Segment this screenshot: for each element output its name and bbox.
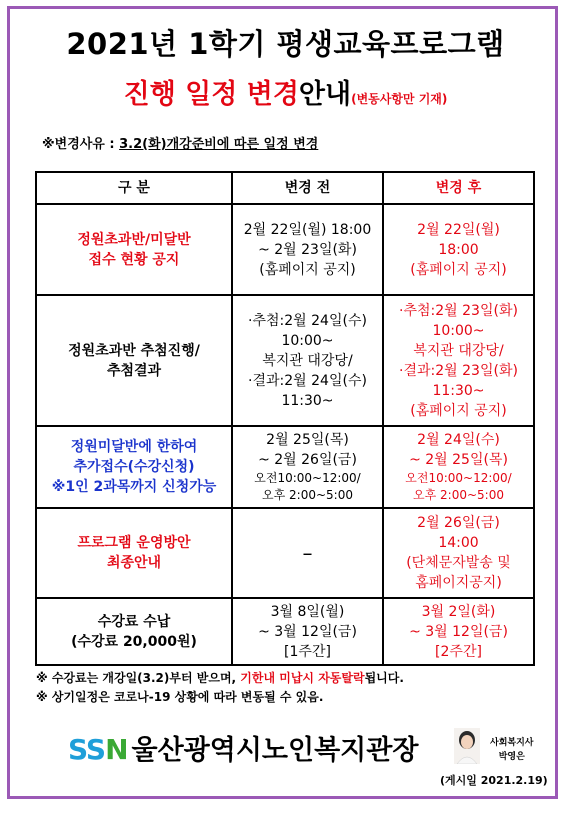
org-signature xyxy=(68,728,418,767)
category-line: 추가접수(수강신청) xyxy=(73,459,195,475)
note-text: 됩니다. xyxy=(364,671,404,685)
header-before: 변경 전 xyxy=(232,172,383,204)
header-after: 변경 후 xyxy=(383,172,534,204)
after-line: 홈페이지공지) xyxy=(415,575,502,591)
posted-date: (게시일 2021.2.19) xyxy=(440,774,548,787)
after-line: 18:00 xyxy=(438,241,479,258)
table-row xyxy=(36,295,534,426)
category-line: (수강료 20,000원) xyxy=(71,633,197,650)
after-line: (홈페이지 공지) xyxy=(410,261,507,278)
change-reason xyxy=(42,133,318,152)
worker-name: 박영은 xyxy=(498,752,525,762)
row-before xyxy=(232,204,383,295)
after-line: 11:30~ xyxy=(432,382,485,399)
category-line: ※1인 2과목까지 신청가능 xyxy=(51,479,217,495)
subtitle-note: (변동사항만 기재) xyxy=(351,92,448,106)
header-category: 구 분 xyxy=(36,172,232,204)
before-line: ·추첨:2월 24일(수) xyxy=(248,312,367,329)
row-after xyxy=(383,204,534,295)
after-line: ·결과:2월 23일(화) xyxy=(399,362,518,379)
note-covid: ※ 상기일정은 코로나-19 상황에 따라 변동될 수 있음. xyxy=(36,690,324,704)
category-line: 정원미달반에 한하여 xyxy=(70,439,198,455)
after-line: (홈페이지 공지) xyxy=(410,402,507,419)
before-line: 복지관 대강당/ xyxy=(262,352,353,369)
after-line: ·추첨:2월 23일(화) xyxy=(399,302,518,319)
category-line: 프로그램 운영방안 xyxy=(77,535,191,551)
subtitle-red: 진행 일정 변경 xyxy=(123,79,299,110)
table-row xyxy=(36,426,534,508)
table-row xyxy=(36,598,534,665)
after-line: 14:00 xyxy=(438,535,479,551)
row-before xyxy=(232,598,383,665)
after-line: 10:00~ xyxy=(432,322,485,339)
category-line: 정원초과반 추첨진행/ xyxy=(68,342,200,359)
after-line: 3월 2일(화) xyxy=(421,603,496,620)
before-line: 11:30~ xyxy=(281,392,334,409)
page-title: 2021년 1학기 평생교육프로그램 xyxy=(66,27,505,61)
before-line: ·결과:2월 24일(수) xyxy=(248,372,367,389)
before-line: – xyxy=(302,541,313,565)
before-line: 10:00~ xyxy=(281,332,334,349)
row-after xyxy=(383,426,534,508)
ssn-logo xyxy=(68,733,128,766)
page-subtitle xyxy=(0,72,571,111)
before-line: [1주간] xyxy=(284,643,331,660)
before-line: 오후 2:00~5:00 xyxy=(262,488,353,502)
row-category xyxy=(36,426,232,508)
logo-ss: SS xyxy=(68,733,106,766)
note-fee xyxy=(36,669,404,688)
notes xyxy=(36,669,404,707)
table-header-row xyxy=(36,172,534,204)
note-warning: 기한내 미납시 자동탈락 xyxy=(240,671,365,685)
before-line: 2월 22일(월) 18:00 xyxy=(243,221,372,238)
row-category xyxy=(36,295,232,426)
before-line: 오전10:00~12:00/ xyxy=(254,471,361,485)
worker-photo xyxy=(454,728,480,764)
category-line: 최종안내 xyxy=(106,555,162,571)
reason-label: ※변경사유 : xyxy=(42,137,120,152)
table-row xyxy=(36,204,534,295)
row-category xyxy=(36,598,232,665)
category-line: 접수 현황 공지 xyxy=(88,251,180,268)
row-after xyxy=(383,508,534,598)
category-line: 수강료 수납 xyxy=(97,613,171,630)
before-line: 2월 25일(목) xyxy=(266,432,349,448)
before-line: ~ 2월 23일(화) xyxy=(258,241,357,258)
after-line: (단체문자발송 및 xyxy=(406,555,511,571)
before-line: 3월 8일(월) xyxy=(270,603,345,620)
after-line: 오후 2:00~5:00 xyxy=(413,488,504,502)
row-before xyxy=(232,426,383,508)
row-category xyxy=(36,204,232,295)
row-before xyxy=(232,295,383,426)
worker-title: 사회복지사 xyxy=(490,738,534,748)
after-line: 오전10:00~12:00/ xyxy=(405,471,512,485)
subtitle-black: 안내 xyxy=(298,79,352,110)
row-after xyxy=(383,295,534,426)
reason-text: 3.2(화)개강준비에 따른 일정 변경 xyxy=(119,137,319,152)
after-line: [2주간] xyxy=(435,643,482,660)
worker-info xyxy=(490,736,533,764)
row-category xyxy=(36,508,232,598)
row-before xyxy=(232,508,383,598)
after-line: ~ 2월 25일(목) xyxy=(409,452,508,468)
category-line: 추첨결과 xyxy=(106,362,162,379)
before-line: (홈페이지 공지) xyxy=(259,261,356,278)
table-row xyxy=(36,508,534,598)
note-text: ※ 수강료는 개강일(3.2)부터 받으며, xyxy=(36,671,241,685)
after-line: 2월 24일(수) xyxy=(417,432,500,448)
category-line: 정원초과반/미달반 xyxy=(77,231,191,248)
after-line: 2월 26일(금) xyxy=(417,515,500,531)
logo-n: N xyxy=(105,733,128,766)
before-line: ~ 2월 26일(금) xyxy=(258,452,357,468)
after-line: 2월 22일(월) xyxy=(417,221,500,238)
schedule-table xyxy=(35,171,535,666)
before-line: ~ 3월 12일(금) xyxy=(258,623,357,640)
after-line: 복지관 대강당/ xyxy=(413,342,504,359)
org-name: 울산광역시노인복지관장 xyxy=(131,735,419,766)
row-after xyxy=(383,598,534,665)
after-line: ~ 3월 12일(금) xyxy=(409,623,508,640)
